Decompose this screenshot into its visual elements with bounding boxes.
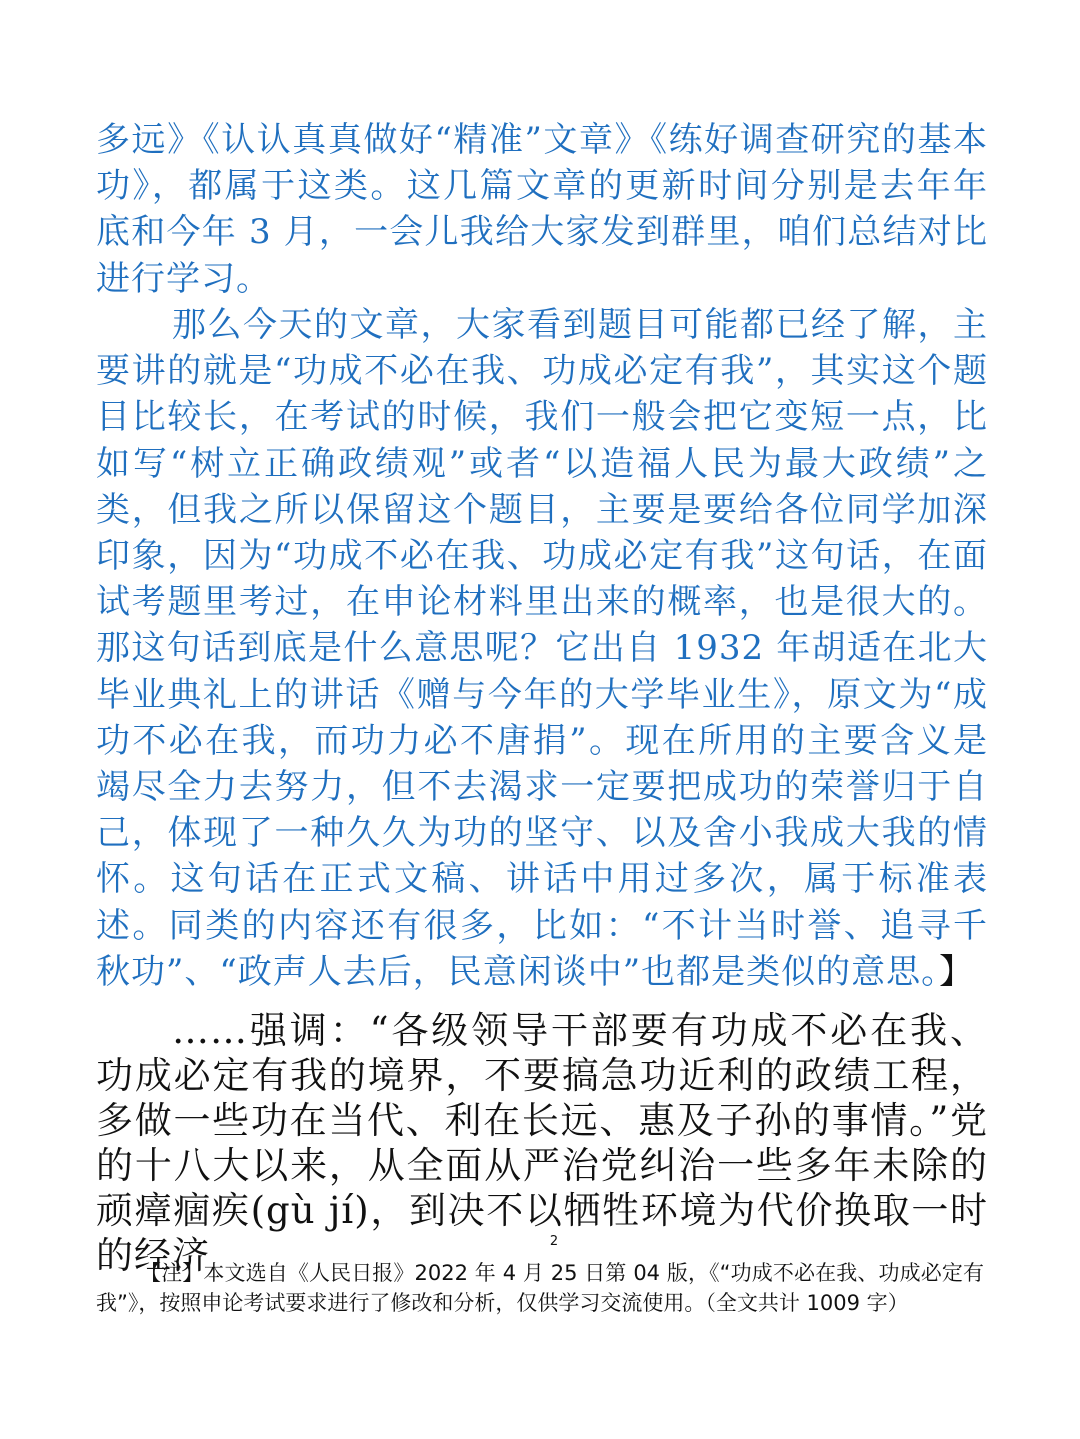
analysis-paragraph-2-text: 那么今天的文章，大家看到题目可能都已经了解，主要讲的就是“功成不必在我、功成必定有我”，其实这个题目比较长，在考试的时候，我们一般会把它变短一点，比如写“树立正确政绩观”或者“以造福人民为最大政绩”之类，但我之所以保留这个题目，主要是要给各位同学加深印象，因为“功成不必在我、功成必定有我”这句话，在面试考题里考过，在申论材料里出来的概率，也是很大的。那这句话到底是什么意思呢？它出自 1932 年胡适在北大毕业典礼上的讲话《赠与今年的大学毕业生》，原文为“成功不必在我，而功力必不唐捐”。现在所用的主要含义是竭尽全力去努力，但不去渴求一定要把成功的荣誉归于自己，体现了一种久久为功的坚守、以及舍小我成大我的情怀。这句话在正式文稿、讲话中用过多次，属于标准表述。同类的内容还有很多，比如：“不计当时誉、追寻千秋功”、“政声人去后，民意闲谈中”也都是类似的意思。 [96,305,988,992]
analysis-paragraph-2 [96,302,988,995]
source-text-paragraph-text: ……强调：“各级领导干部要有功成不必在我、功成必定有我的境界，不要搞急功近利的政绩工程，多做一些功在当代、利在长远、惠及子孙的事情。”党的十八大以来，从全面从严治党纠治一些多年未除的顽瘴痼疾(gù jí)，到决不以牺牲环境为代价换取一时的经济 [96,1009,988,1277]
analysis-paragraph-1 [96,117,988,302]
page-number: 2 [549,1234,559,1249]
footnote: 【注】本文选自《人民日报》2022 年 4 月 25 日第 04 版，《“功成不必在我、功成必定有我”》，按照申论考试要求进行了修改和分析，仅供学习交流使用。（全文共计 1009 字） [96,1261,984,1315]
closing-bracket: 】 [939,951,975,992]
analysis-paragraph-1-text: 多远》《认认真真做好“精准”文章》《练好调查研究的基本功》，都属于这类。这几篇文章的更新时间分别是去年年底和今年 3 月，一会儿我给大家发到群里，咱们总结对比进行学习。 [96,120,988,299]
